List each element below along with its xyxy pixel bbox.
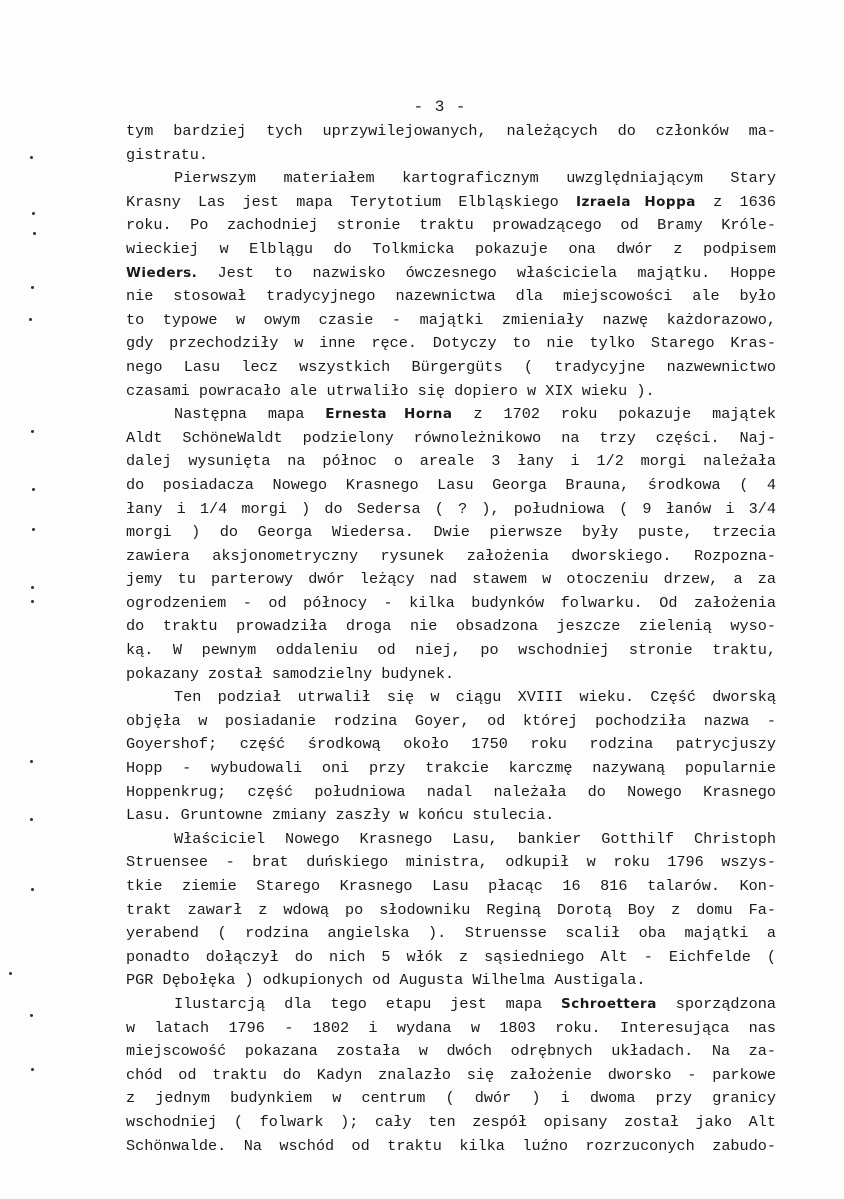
text-line: tkie ziemie Starego Krasnego Lasu płacąc 16 816 talarów. Kon- [126, 877, 776, 895]
text-line: wschodniej ( folwark ); cały ten zespół opisany został jako Alt [126, 1112, 776, 1131]
text-run: Następna mapa [174, 405, 326, 424]
bold-name: Ernesta Horna [325, 406, 453, 423]
scan-speck [29, 318, 32, 321]
text-line: do traktu prowadziła droga nie obsadzona jeszcze zielenią wyso- [126, 617, 776, 636]
text-line: Hoppenkrug; część południowa nadal należała do Nowego Krasnego [126, 782, 776, 801]
text-line: dalej wysunięta na północ o areale 3 łany i 1/2 morgi należała [126, 452, 776, 471]
text-run: Krasny Las jest mapa Terytotium Elbląskiego [126, 192, 576, 211]
text-run: sporządzona [656, 994, 776, 1013]
text-line: Hopp - wybudowali oni przy trakcie karczmę nazywaną popularnie [126, 759, 776, 778]
text-run: Ilustarcją dla tego etapu jest mapa [174, 994, 562, 1013]
bold-name: Izraela Hoppa [575, 193, 696, 210]
text-line: Schönwalde. Na wschód od traktu kilka luźno rozrzuconych zabudo- [126, 1136, 776, 1155]
text-line: pokazany został samodzielny budynek. [126, 664, 455, 683]
text-line: miejscowość pokazana została w dwóch odrębnych układach. Na za- [126, 1042, 776, 1061]
text-line: roku. Po zachodniej stronie traktu prowadzącego od Bramy Króle- [126, 216, 776, 235]
text-line: ką. W pewnym oddaleniu od niej, po wschodniej stronie traktu, [126, 641, 776, 660]
bold-name: Wieders. [126, 264, 198, 281]
text-line [126, 403, 776, 427]
text-line: Goyershof; część środkową około 1750 roku rodzina patrycjuszy [126, 735, 776, 754]
text-line: yerabend ( rodzina angielska ). Struensse scalił oba majątki a [126, 924, 776, 943]
text-run: z 1702 roku pokazuje majątek [452, 405, 776, 424]
text-line [126, 993, 776, 1017]
document-body [126, 120, 776, 1158]
text-line: gdy przechodziły w inne ręce. Dotyczy to nie tylko Starego Kras- [126, 334, 776, 353]
text-line: to typowe w owym czasie - majątki zmieniały nazwę każdorazowo, [126, 310, 776, 329]
text-line: Właściciel Nowego Krasnego Lasu, bankier Gotthilf Christoph [174, 829, 776, 848]
text-line: Lasu. Gruntowne zmiany zaszły w końcu stulecia. [126, 806, 555, 825]
scan-speck [31, 586, 34, 589]
text-line: ogrodzeniem - od północy - kilka budynków folwarku. Od założenia [126, 593, 776, 612]
text-line: trakt zawarł z wdową po słodowniku Reginą Dorotą Boy z domu Fa- [126, 900, 776, 919]
scan-speck [31, 286, 34, 289]
text-line: Aldt SchöneWaldt podzielony równoleżnikowo na trzy części. Naj- [126, 428, 776, 447]
scan-speck [31, 430, 34, 433]
text-line: gistratu. [126, 145, 209, 164]
scan-speck [30, 1014, 33, 1017]
scan-speck [30, 760, 33, 763]
text-line: do posiadacza Nowego Krasnego Lasu Georga Brauna, środkowa ( 4 [126, 475, 776, 494]
text-line: nego Lasu lecz wszystkich Bürgergüts ( tradycyjne nazwewnictwo [126, 357, 776, 376]
scan-speck [31, 1068, 34, 1071]
text-line: Ten podział utrwalił się w ciągu XVIII wieku. Część dworską [174, 688, 776, 707]
scan-speck [32, 528, 35, 531]
text-line: Struensee - brat duńskiego ministra, odkupił w roku 1796 wszys- [126, 853, 776, 872]
scan-speck [33, 232, 36, 235]
text-line: morgi ) do Georga Wiedersa. Dwie pierwsze były puste, trzecia [126, 523, 776, 542]
text-run: Jest to nazwisko ówczesnego właściciela majątku. Hoppe [197, 263, 776, 282]
text-line [126, 191, 776, 215]
text-line: łany i 1/4 morgi ) do Sedersa ( ? ), południowa ( 9 łanów i 3/4 [126, 499, 776, 518]
text-line: PGR Dębołęka ) odkupionych od Augusta Wilhelma Austigala. [126, 971, 646, 990]
text-line: jemy tu parterowy dwór leżący nad stawem w otoczeniu drzew, a za [126, 570, 776, 589]
text-line: czasami powracało ale utrwaliło się dopiero w XIX wieku ). [126, 381, 655, 400]
text-line [126, 262, 776, 286]
text-line: w latach 1796 - 1802 i wydana w 1803 roku. Interesująca nas [126, 1018, 776, 1037]
text-line: nie stosował tradycyjnego nazewnictwa dla miejscowości ale było [126, 287, 776, 306]
scan-speck [31, 888, 34, 891]
text-line: tym bardziej tych uprzywilejowanych, należących do członków ma- [126, 122, 776, 140]
text-line: ponadto dołączył do nich 5 włók z sąsiedniego Alt - Eichfelde ( [126, 947, 776, 966]
scan-speck [32, 488, 35, 491]
text-line: wieckiej w Elblągu do Tolkmicka pokazuje ona dwór z podpisem [126, 239, 776, 258]
text-line: zawiera aksjonometryczny rysunek założenia dworskiego. Rozpozna- [126, 546, 776, 565]
text-line: z jednym budynkiem w centrum ( dwór ) i dwoma przy granicy [126, 1089, 776, 1108]
text-run: z 1636 [695, 192, 776, 211]
page-number: - 3 - [413, 98, 467, 116]
text-line: Pierwszym materiałem kartograficznym uwzględniającym Stary [174, 169, 776, 188]
text-line: chód od traktu do Kadyn znalazło się założenie dworsko - parkowe [126, 1065, 776, 1084]
scan-speck [30, 156, 33, 159]
scan-speck [30, 818, 33, 821]
scan-speck [31, 600, 34, 603]
text-line: objęła w posiadanie rodzina Goyer, od której pochodziła nazwa - [126, 711, 776, 730]
scan-speck [32, 212, 35, 215]
scan-speck [9, 972, 12, 975]
bold-name: Schroettera [561, 995, 657, 1012]
